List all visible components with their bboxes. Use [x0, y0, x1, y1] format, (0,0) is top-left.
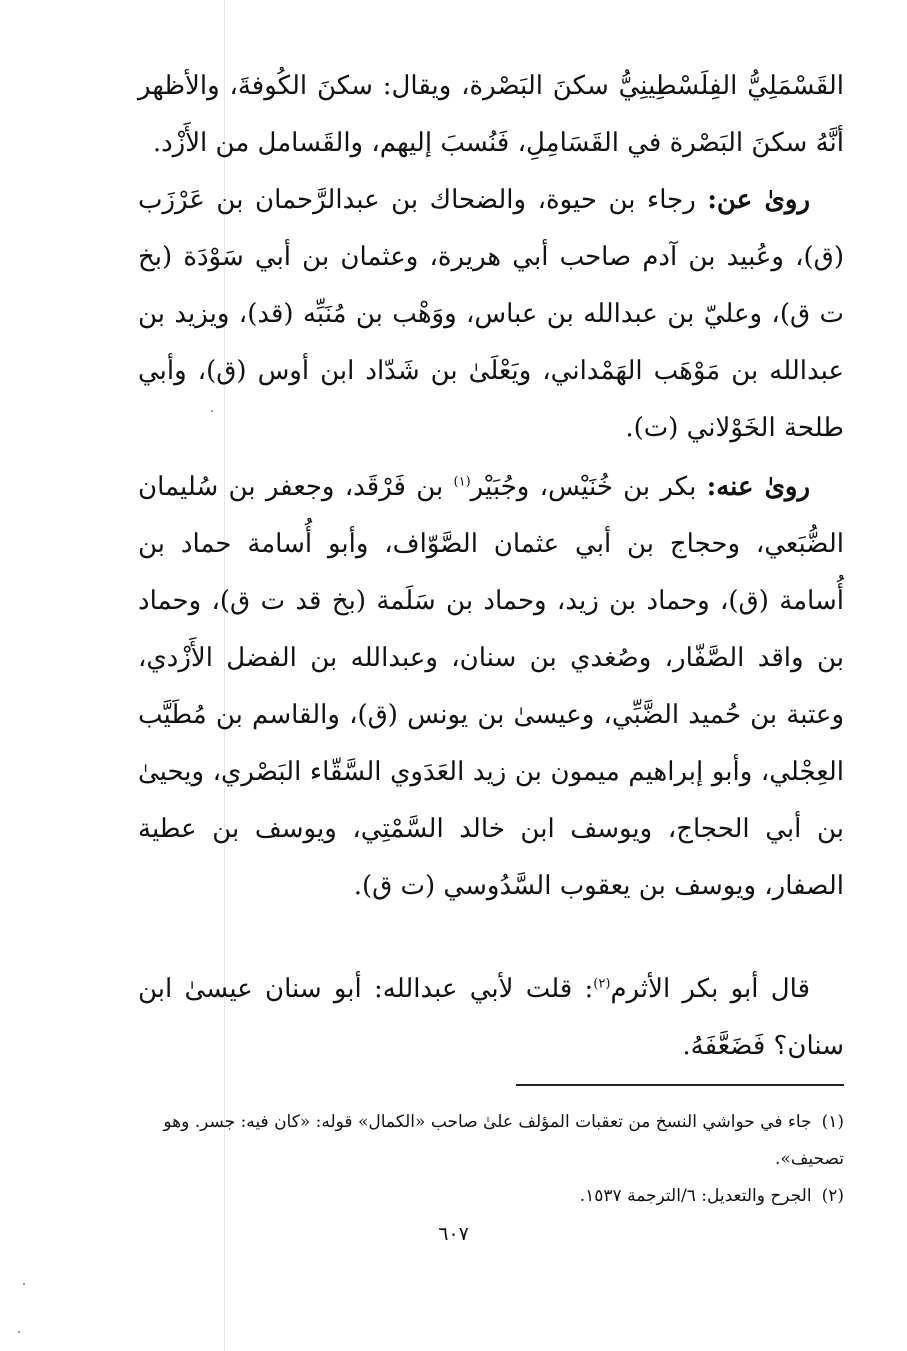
paragraph-nisba [138, 58, 844, 172]
athram-quote-start: قال أبو بكر الأثرم [610, 974, 810, 1004]
page-number: ٦٠٧ [438, 1223, 469, 1245]
scan-speck [23, 1283, 25, 1285]
paragraph-narrated-from [138, 172, 844, 457]
paragraph-narrated-by [138, 459, 844, 915]
athram-quote-rest: : قلت لأبي عبدالله: أبو سنان عيسىٰ ابن سنان؟ فَضَعَّفَهُ. [138, 974, 844, 1061]
footnote-2-number: (٢) [821, 1186, 844, 1206]
paragraph-athram-quote [138, 961, 844, 1075]
footnote-1-text: جاء في حواشي النسخ من تعقبات المؤلف علىٰ صاحب «الكمال» قوله: «كان فيه: جسر. وهو تصحيف». [163, 1112, 844, 1169]
footnotes [138, 1104, 844, 1215]
scan-speck [211, 410, 213, 412]
paragraph-nisba-text: القَسْمَلِيُّ الفِلَسْطِينِيُّ سكنَ البَصْرة، ويقال: سكنَ الكُوفةَ، والأظهر أنَّهُ سكنَ البَصْرة في القَسَامِلِ، فَنُسبَ إليهم، والقَسامل من الأَزْد. [138, 71, 844, 158]
narrated-by-label: روىٰ عنه: [706, 472, 811, 502]
footnote-1 [138, 1104, 844, 1178]
narrated-from-text: رجاء بن حيوة، والضحاك بن عبدالرَّحمان بن عَرْزَب (ق)، وعُبيد بن آدم صاحب أبي هريرة، وعثمان بن أبي سَوْدَة (بخ ت ق)، وعليّ بن عبدالله بن عباس، ووَهْب بن مُنَبِّه (قد)، ويزيد بن عبدالله بن مَوْهَب الهَمْداني، ويَعْلَىٰ بن شَدّاد ابن أوس (ق)، وأبي طلحة الخَوْلاني (ت). [138, 185, 844, 443]
footnote-ref-1: (١) [453, 474, 471, 490]
footnote-2-text: الجرح والتعديل: ٦/الترجمة ١٥٣٧. [579, 1186, 812, 1206]
scan-speck [18, 1331, 20, 1333]
footnote-2 [138, 1178, 844, 1215]
narrated-by-text-start: بكر بن خُنَيْس، وجُبَيْر [470, 472, 697, 502]
narrated-by-text-rest: بن فَرْقَد، وجعفر بن سُليمان الضُّبَعي، وحجاج بن أبي عثمان الصَّوّاف، وأبو أُسامة حماد بن أُسامة (ق)، وحماد بن زيد، وحماد بن سَلَمة (بخ قد ت ق)، وحماد بن واقد الصَّفّار، وصُغدي بن سنان، وعبدالله بن الفضل الأَزْدي، وعتبة بن حُميد الضَّبِّي، وعيسىٰ بن يونس (ق)، والقاسم بن مُطَيَّب العِجْلي، وأبو إبراهيم ميمون بن زيد العَدَوي السَّقّاء البَصْري، ويحيىٰ بن أبي الحجاج، ويوسف ابن خالد السَّمْتِي، ويوسف بن عطية الصفار، ويوسف بن يعقوب السَّدُوسي (ت ق). [138, 472, 844, 901]
narrated-from-label: روىٰ عن: [707, 185, 811, 215]
footnote-separator [516, 1084, 844, 1086]
footnote-ref-2: (٢) [593, 976, 611, 992]
footnote-1-number: (١) [821, 1112, 844, 1132]
